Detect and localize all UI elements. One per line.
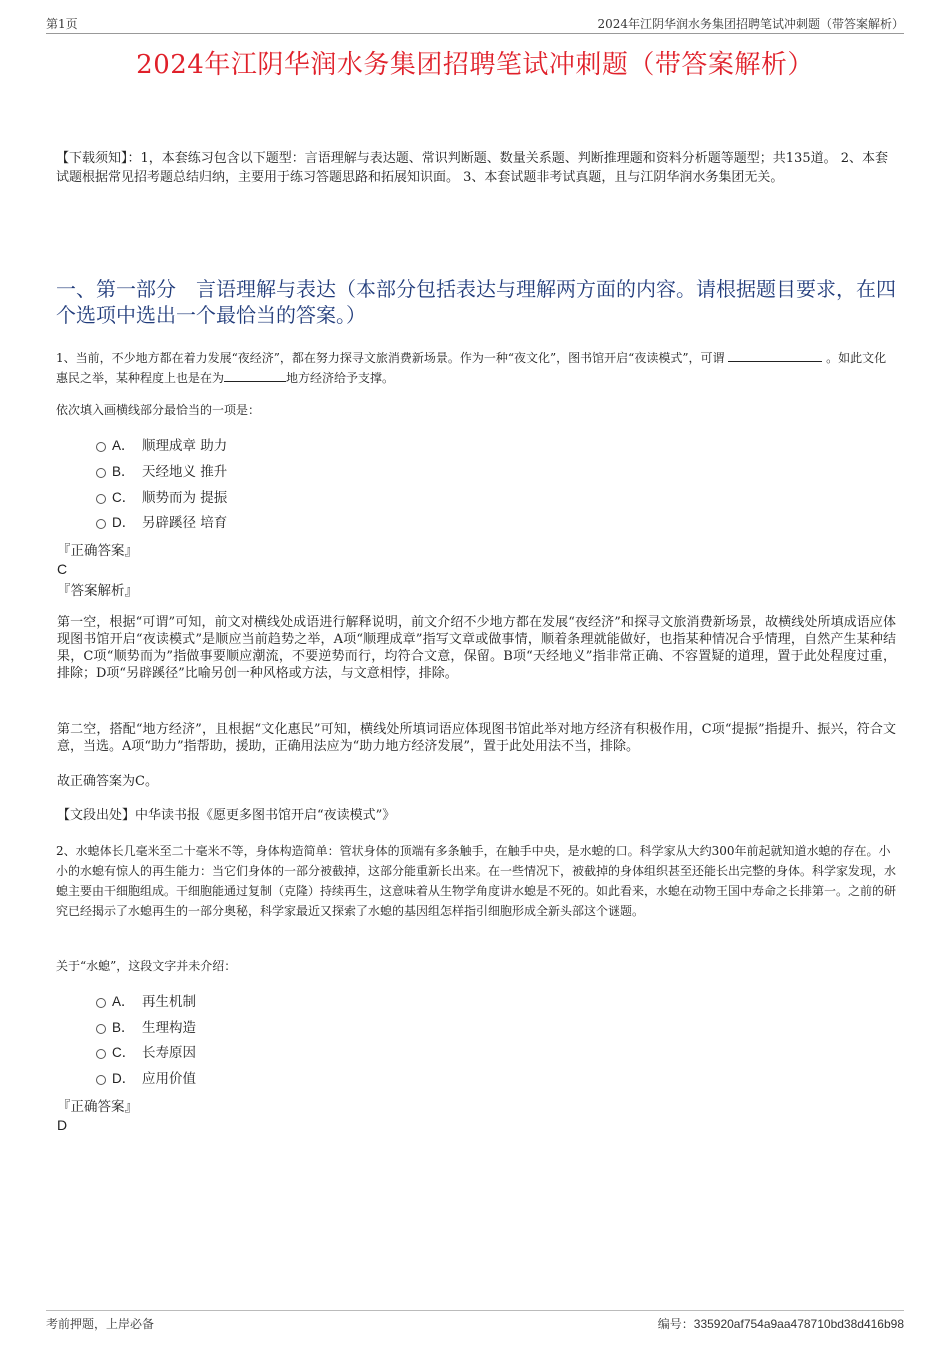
question-1-prompt: 依次填入画横线部分最恰当的一项是： <box>56 403 261 417</box>
q1-option-d[interactable]: D． 另辟蹊径 培育 <box>96 514 227 532</box>
q1-stem-part-c: 地方经济给予支撑。 <box>286 371 395 385</box>
q2-answer-label: 『正确答案』 <box>57 1099 138 1115</box>
q2-option-b[interactable]: B． 生理构造 <box>96 1019 196 1037</box>
q1-option-a[interactable]: A． 顺理成章 助力 <box>96 437 227 455</box>
page-header <box>46 15 904 34</box>
footer-code <box>658 1315 904 1332</box>
q1-answer: C <box>57 561 68 577</box>
q1-option-b[interactable]: B． 天经地义 推升 <box>96 463 227 481</box>
q1-analysis-paragraph-1: 第一空，根据“可谓”可知，前文对横线处成语进行解释说明，前文介绍不少地方都在发展“夜经济”和探寻文旅消费新场景，故横线处所填成语应体现图书馆开启“夜读模式”是顺应当前趋势之举，A项“顺理成章”指写文章或做事情，顺着条理就能做好，也指某种情况合乎情理，自然产生某种结果，C项“顺势而为”指做事要顺应潮流，不要逆势而行，均符合文意，保留。B项“天经地义”指非常正确、不容置疑的道理，置于此处程度过重，排除；D项“另辟蹊径”比喻另创一种风格或方法，与文意相悖，排除。 <box>57 615 896 681</box>
radio-icon[interactable] <box>96 998 106 1008</box>
q1-analysis-paragraph-2: 第二空，搭配“地方经济”，且根据“文化惠民”可知，横线处所填词语应体现图书馆此举对地方经济有积极作用，C项“提振”指提升、振兴，符合文意，当选。A项“助力”指帮助，援助，正确用法应为“助力地方经济发展”，置于此处用法不当，排除。 <box>57 722 896 754</box>
footer-slogan: 考前押题，上岸必备 <box>46 1317 155 1331</box>
page-number: 第1页 <box>46 17 78 31</box>
q2-answer: D <box>57 1117 68 1133</box>
question-2-stem: 2、水螅体长几毫米至二十毫米不等，身体构造简单：管状身体的顶端有多条触手，在触手中央，是水螅的口。科学家从大约300年前起就知道水螅的存在。小小的水螅有惊人的再生能力：当它们身体的一部分被截掉，这部分能重新长出来。在一些情况下，被截掉的身体组织甚至还能长出完整的身体。科学家发现，水螅主要由干细胞组成。干细胞能通过复制（克隆）持续再生，这意味着从生物学角度讲水螅是不死的。如此看来，水螅在动物王国中寿命之长排第一。之前的研究已经揭示了水螅再生的一部分奥秘，科学家最近又探索了水螅的基因组怎样指引细胞形成全新头部这个谜题。 <box>56 844 897 918</box>
radio-icon[interactable] <box>96 494 106 504</box>
radio-icon[interactable] <box>96 1024 106 1034</box>
footer-code-label: 编号： <box>657 1317 694 1331</box>
page-title: 2024年江阴华润水务集团招聘笔试冲刺题（带答案解析） <box>136 50 814 80</box>
q1-answer-label: 『正确答案』 <box>57 543 138 559</box>
question-2-prompt: 关于“水螅”，这段文字并未介绍： <box>56 959 237 973</box>
download-notice: 【下载须知】：1，本套练习包含以下题型：言语理解与表达题、常识判断题、数量关系题、判断推理题和资料分析题等题型；共135道。 2、本套试题根据常见招考题总结归纳，主要用于练习答题思路和拓展知识面。 3、本套试题非考试真题，且与江阴华润水务集团无关。 <box>56 151 888 185</box>
section-heading: 一、第一部分 言语理解与表达（本部分包括表达与理解两方面的内容。请根据题目要求，在四个选项中选出一个最恰当的答案。） <box>56 277 896 327</box>
q1-option-c[interactable]: C． 顺势而为 提振 <box>96 489 227 507</box>
radio-icon[interactable] <box>96 468 106 478</box>
radio-icon[interactable] <box>96 1075 106 1085</box>
q1-stem-part-b: 。如此文化惠民之举，某种程度上也是在为 <box>56 351 887 385</box>
q2-option-c[interactable]: C． 长寿原因 <box>96 1044 196 1062</box>
q1-source: 【文段出处】中华读书报《愿更多图书馆开启“夜读模式”》 <box>57 808 396 823</box>
footer-code-value: 335920af754a9aa478710bd38d416b98 <box>693 1317 904 1331</box>
q1-analysis-label: 『答案解析』 <box>57 583 138 599</box>
q2-option-a[interactable]: A． 再生机制 <box>96 993 196 1011</box>
header-doc-title: 2024年江阴华润水务集团招聘笔试冲刺题（带答案解析） <box>597 17 904 31</box>
q1-stem-part-a: 1、当前，不少地方都在着力发展“夜经济”，都在努力探寻文旅消费新场景。作为一种“夜文化”，图书馆开启“夜读模式”，可谓 <box>56 351 725 365</box>
question-1-stem <box>56 348 896 388</box>
q1-conclusion: 故正确答案为C。 <box>57 774 158 789</box>
fill-blank-2 <box>224 369 286 382</box>
q2-option-d[interactable]: D． 应用价值 <box>96 1070 196 1088</box>
radio-icon[interactable] <box>96 442 106 452</box>
radio-icon[interactable] <box>96 1049 106 1059</box>
radio-icon[interactable] <box>96 519 106 529</box>
fill-blank-1 <box>728 349 822 362</box>
page-footer <box>46 1310 904 1331</box>
